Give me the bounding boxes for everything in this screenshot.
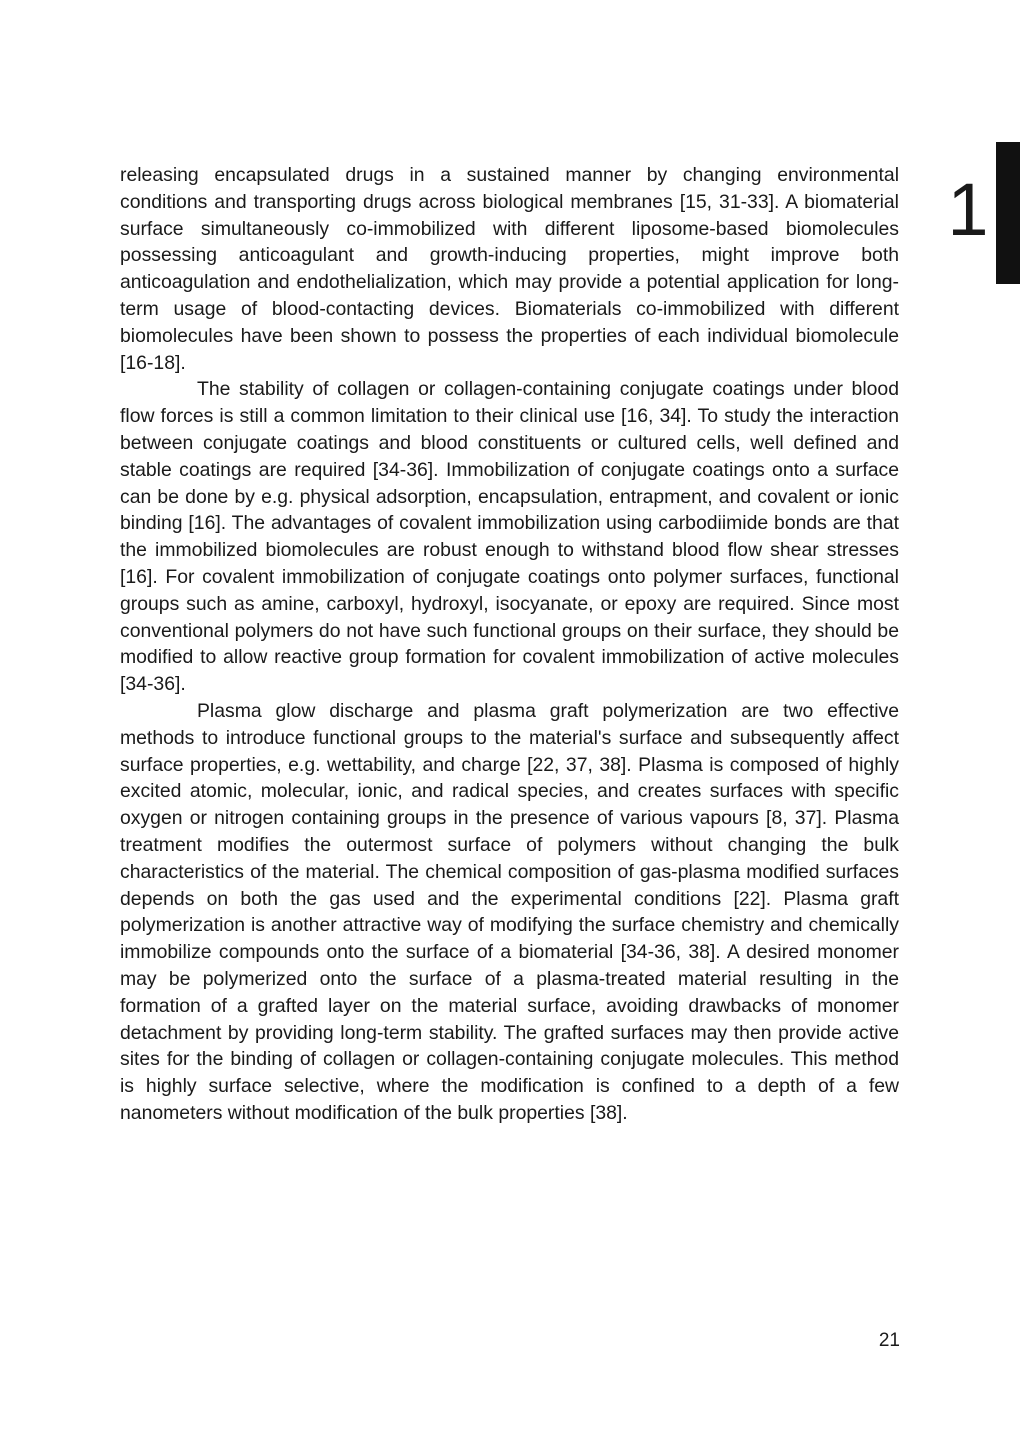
paragraph-3: Plasma glow discharge and plasma graft polymerization are two effective methods to introduce functional groups to the material's surface and subsequently affect surface properties, e.g. wettability, and charge [22, 37, 38]. Plasma is composed of highly excited atomic, molecular, ionic, and radical species, and creates surfaces with specific oxygen or nitrogen containing groups in the presence of various vapours [8, 37]. Plasma treatment modifies the outermost surface of polymers without changing the bulk characteristics of the material. The chemical composition of gas-plasma modified surfaces depends on both the gas used and the experimental conditions [22]. Plasma graft polymerization is another attractive way of modifying the surface chemistry and chemically immobilize compounds onto the surface of a biomaterial [34-36, 38]. A desired monomer may be polymerized onto the surface of a plasma-treated material resulting in the formation of a grafted layer on the material surface, avoiding drawbacks of monomer detachment by providing long-term stability. The grafted surfaces may then provide active sites for the binding of collagen or collagen-containing conjugate molecules. This method is highly surface selective, where the modification is confined to a depth of a few nanometers without modification of the bulk properties [38].	[120, 699, 899, 1124]
page-number: 21	[878, 1330, 900, 1351]
chapter-number: 1	[947, 168, 989, 251]
paragraph-2: The stability of collagen or collagen-containing conjugate coatings under blood flow forces is still a common limitation to their clinical use [16, 34]. To study the interaction between conjugate coatings and blood constituents or cultured cells, well defined and stable coatings are required [34-36]. Immobilization of conjugate coatings onto a surface can be done by e.g. physical adsorption, encapsulation, entrapment, and covalent or ionic binding [16]. The advantages of covalent immobilization using carbodiimide bonds are that the immobilized biomolecules are robust enough to withstand blood flow shear stresses [16]. For covalent immobilization of conjugate coatings onto polymer surfaces, functional groups such as amine, carboxyl, hydroxyl, isocyanate, or epoxy are required. Since most conventional polymers do not have such functional groups on their surface, they should be modified to allow reactive group formation for covalent immobilization of active molecules [34-36].	[120, 378, 899, 696]
chapter-tab	[996, 142, 1020, 284]
body-text	[120, 162, 899, 1127]
paragraph-1: releasing encapsulated drugs in a sustained manner by changing environmental conditions and transporting drugs across biological membranes [15, 31-33]. A biomaterial surface simultaneously co-immobilized with different liposome-based biomolecules possessing anticoagulant and growth-inducing properties, might improve both anticoagulation and endothelialization, which may provide a potential application for long-term usage of blood-contacting devices. Biomaterials co-immobilized with different biomolecules have been shown to possess the properties of each individual biomolecule [16-18].	[120, 164, 899, 374]
